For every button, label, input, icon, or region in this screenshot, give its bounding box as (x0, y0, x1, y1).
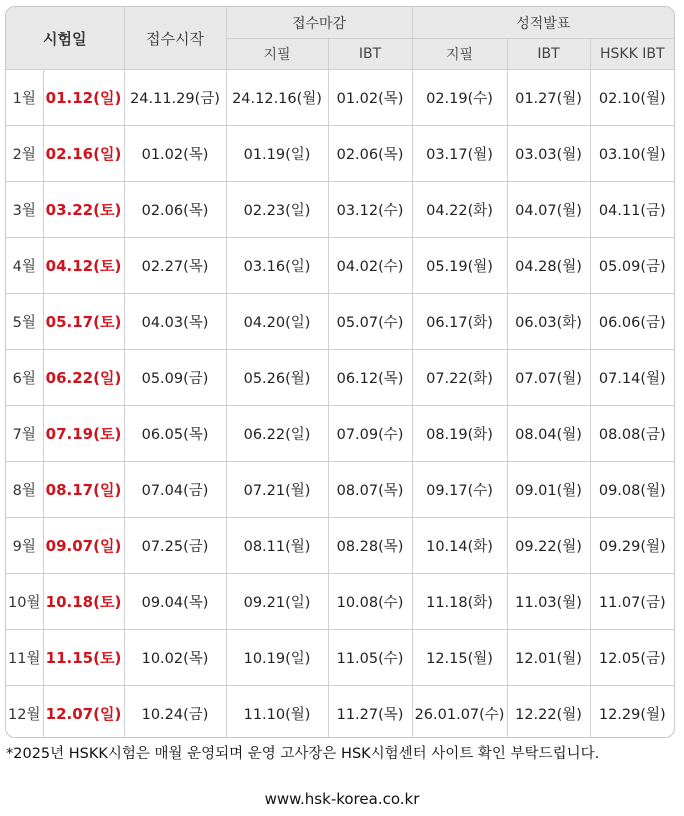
registration-start-cell: 05.09(금) (124, 350, 226, 406)
registration-end-paper-cell: 03.16(일) (226, 238, 328, 294)
registration-start-cell: 07.04(금) (124, 462, 226, 518)
registration-start-cell: 02.06(목) (124, 182, 226, 238)
results-paper-cell: 08.19(화) (412, 406, 507, 462)
month-cell: 6월 (6, 350, 43, 406)
results-ibt-cell: 04.07(월) (507, 182, 590, 238)
website-url: www.hsk-korea.co.kr (264, 790, 420, 808)
table-row (6, 518, 674, 574)
table-row (6, 462, 674, 518)
month-cell: 10월 (6, 574, 43, 630)
results-ibt-cell: 12.01(월) (507, 630, 590, 686)
results-hskk-ibt-cell: 12.29(월) (590, 686, 674, 739)
registration-start-cell: 06.05(목) (124, 406, 226, 462)
month-cell: 11월 (6, 630, 43, 686)
schedule-rows (6, 70, 674, 739)
results-paper-cell: 11.18(화) (412, 574, 507, 630)
registration-end-ibt-cell: 10.08(수) (328, 574, 412, 630)
registration-end-ibt-cell: 04.02(수) (328, 238, 412, 294)
exam-date-cell: 12.07(일) (43, 686, 124, 739)
results-paper-cell: 12.15(월) (412, 630, 507, 686)
results-ibt-cell: 04.28(월) (507, 238, 590, 294)
registration-end-paper-cell: 11.10(월) (226, 686, 328, 739)
results-hskk-ibt-cell: 03.10(월) (590, 126, 674, 182)
footnote: *2025년 HSKK시험은 매월 운영되며 운영 고사장은 HSK시험센터 사이트 확인 부탁드립니다. (6, 746, 600, 762)
exam-date-cell: 06.22(일) (43, 350, 124, 406)
table-row (6, 70, 674, 126)
table-row (6, 574, 674, 630)
registration-end-paper-cell: 09.21(일) (226, 574, 328, 630)
table-row (6, 630, 674, 686)
registration-end-ibt-cell: 08.07(목) (328, 462, 412, 518)
results-paper-cell: 03.17(월) (412, 126, 507, 182)
exam-date-cell: 04.12(토) (43, 238, 124, 294)
exam-date-cell: 11.15(토) (43, 630, 124, 686)
results-ibt-cell: 03.03(월) (507, 126, 590, 182)
schedule-table-container (5, 6, 675, 738)
month-cell: 8월 (6, 462, 43, 518)
results-hskk-ibt-cell: 08.08(금) (590, 406, 674, 462)
hsk-schedule-table (6, 7, 674, 738)
registration-end-ibt-cell: 06.12(목) (328, 350, 412, 406)
table-row (6, 686, 674, 739)
registration-end-paper-cell: 05.26(월) (226, 350, 328, 406)
header-registration-start: 접수시작 (124, 7, 226, 70)
results-paper-cell: 07.22(화) (412, 350, 507, 406)
registration-end-ibt-cell: 05.07(수) (328, 294, 412, 350)
results-ibt-cell: 06.03(화) (507, 294, 590, 350)
registration-end-ibt-cell: 11.05(수) (328, 630, 412, 686)
exam-date-cell: 10.18(토) (43, 574, 124, 630)
month-cell: 5월 (6, 294, 43, 350)
results-paper-cell: 05.19(월) (412, 238, 507, 294)
results-hskk-ibt-cell: 09.29(월) (590, 518, 674, 574)
results-hskk-ibt-cell: 07.14(월) (590, 350, 674, 406)
exam-date-cell: 09.07(일) (43, 518, 124, 574)
exam-date-cell: 05.17(토) (43, 294, 124, 350)
registration-end-ibt-cell: 08.28(목) (328, 518, 412, 574)
header-end-ibt: IBT (328, 39, 412, 70)
registration-start-cell: 04.03(목) (124, 294, 226, 350)
results-hskk-ibt-cell: 12.05(금) (590, 630, 674, 686)
results-paper-cell: 10.14(화) (412, 518, 507, 574)
table-row (6, 294, 674, 350)
registration-end-paper-cell: 24.12.16(월) (226, 70, 328, 126)
registration-end-paper-cell: 10.19(일) (226, 630, 328, 686)
results-paper-cell: 26.01.07(수) (412, 686, 507, 739)
exam-date-cell: 02.16(일) (43, 126, 124, 182)
table-row (6, 238, 674, 294)
exam-date-cell: 07.19(토) (43, 406, 124, 462)
results-paper-cell: 06.17(화) (412, 294, 507, 350)
header-results-hskk-ibt: HSKK IBT (590, 39, 674, 70)
registration-end-ibt-cell: 03.12(수) (328, 182, 412, 238)
registration-end-ibt-cell: 02.06(목) (328, 126, 412, 182)
results-paper-cell: 02.19(수) (412, 70, 507, 126)
exam-date-cell: 01.12(일) (43, 70, 124, 126)
registration-start-cell: 09.04(목) (124, 574, 226, 630)
results-hskk-ibt-cell: 09.08(월) (590, 462, 674, 518)
month-cell: 1월 (6, 70, 43, 126)
registration-start-cell: 24.11.29(금) (124, 70, 226, 126)
results-ibt-cell: 11.03(월) (507, 574, 590, 630)
table-row (6, 182, 674, 238)
registration-end-paper-cell: 08.11(월) (226, 518, 328, 574)
results-hskk-ibt-cell: 06.06(금) (590, 294, 674, 350)
registration-start-cell: 01.02(목) (124, 126, 226, 182)
results-ibt-cell: 09.01(월) (507, 462, 590, 518)
results-hskk-ibt-cell: 11.07(금) (590, 574, 674, 630)
header-registration-end: 접수마감 (226, 7, 412, 39)
table-row (6, 350, 674, 406)
registration-end-ibt-cell: 01.02(목) (328, 70, 412, 126)
month-cell: 2월 (6, 126, 43, 182)
month-cell: 9월 (6, 518, 43, 574)
registration-start-cell: 07.25(금) (124, 518, 226, 574)
results-hskk-ibt-cell: 04.11(금) (590, 182, 674, 238)
registration-end-paper-cell: 04.20(일) (226, 294, 328, 350)
header-exam-date: 시험일 (6, 7, 124, 70)
registration-start-cell: 02.27(목) (124, 238, 226, 294)
results-hskk-ibt-cell: 02.10(월) (590, 70, 674, 126)
registration-end-paper-cell: 07.21(월) (226, 462, 328, 518)
results-ibt-cell: 08.04(월) (507, 406, 590, 462)
exam-date-cell: 03.22(토) (43, 182, 124, 238)
results-ibt-cell: 01.27(월) (507, 70, 590, 126)
results-paper-cell: 09.17(수) (412, 462, 507, 518)
registration-end-paper-cell: 01.19(일) (226, 126, 328, 182)
results-hskk-ibt-cell: 05.09(금) (590, 238, 674, 294)
header-results: 성적발표 (412, 7, 674, 39)
month-cell: 12월 (6, 686, 43, 739)
month-cell: 7월 (6, 406, 43, 462)
header-end-paper: 지필 (226, 39, 328, 70)
month-cell: 4월 (6, 238, 43, 294)
header-results-ibt: IBT (507, 39, 590, 70)
table-row (6, 406, 674, 462)
results-ibt-cell: 07.07(월) (507, 350, 590, 406)
registration-start-cell: 10.24(금) (124, 686, 226, 739)
header-results-paper: 지필 (412, 39, 507, 70)
table-row (6, 126, 674, 182)
results-ibt-cell: 09.22(월) (507, 518, 590, 574)
results-ibt-cell: 12.22(월) (507, 686, 590, 739)
month-cell: 3월 (6, 182, 43, 238)
registration-end-paper-cell: 06.22(일) (226, 406, 328, 462)
registration-end-ibt-cell: 07.09(수) (328, 406, 412, 462)
registration-end-ibt-cell: 11.27(목) (328, 686, 412, 739)
results-paper-cell: 04.22(화) (412, 182, 507, 238)
exam-date-cell: 08.17(일) (43, 462, 124, 518)
registration-end-paper-cell: 02.23(일) (226, 182, 328, 238)
registration-start-cell: 10.02(목) (124, 630, 226, 686)
